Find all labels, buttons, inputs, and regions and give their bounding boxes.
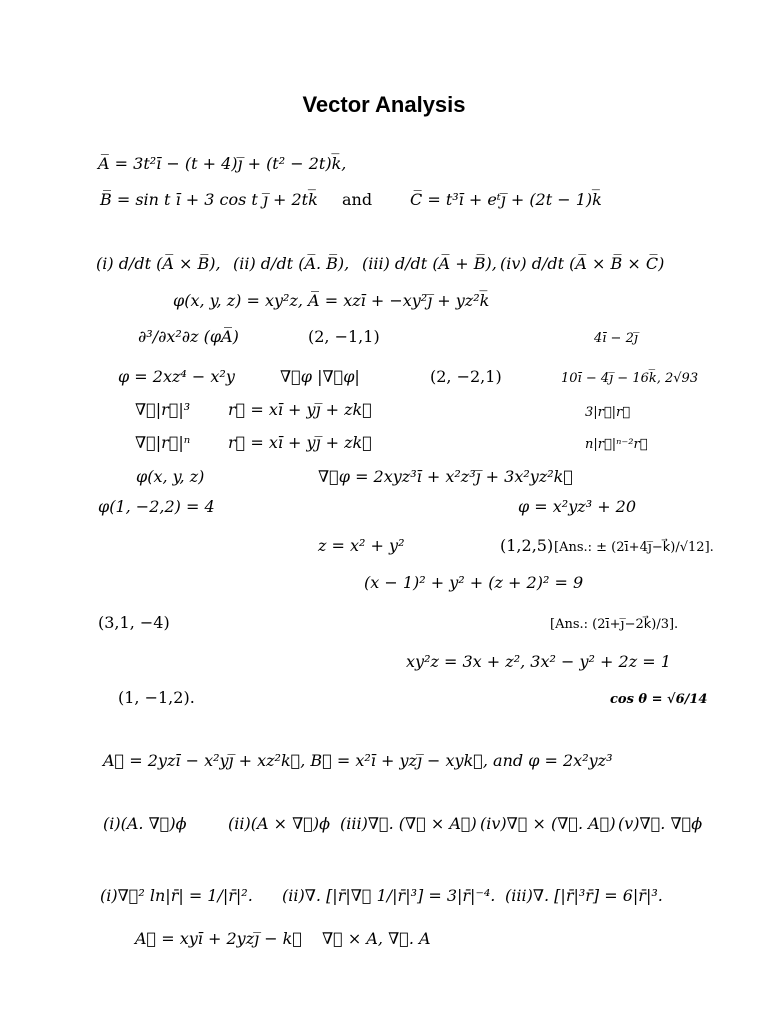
r-cubed-answer: 3|r⃗|r⃗ xyxy=(585,405,631,420)
potential-answer: φ = x²yz³ + 20 xyxy=(518,497,637,516)
sphere-answer: [Ans.: (2ī+j̅−2k⃗)/3]. xyxy=(550,617,679,632)
given-and: and xyxy=(342,190,373,209)
part2-v: (v)∇⃗. ∇⃗ϕ xyxy=(618,814,703,833)
potential-value: φ(1, −2,2) = 4 xyxy=(98,497,215,516)
given-b: B̅ = sin t ī + 3 cos t j̅ + 2tk̅ xyxy=(100,190,318,209)
r-n-r: r⃗ = xī + yj̅ + zk⃗ xyxy=(228,433,372,452)
part2-iv: (iv)∇⃗ × (∇⃗. A⃗) xyxy=(480,814,616,833)
identity-iii: (iii)∇. [|r̄|³r̄] = 6|r̄|³. xyxy=(505,886,663,905)
angle-answer: cos θ = √6/14 xyxy=(610,692,708,707)
potential-phi: φ(x, y, z) xyxy=(136,467,205,486)
part1-iii: (iii) d/dt (A̅ + B̅), xyxy=(362,254,497,273)
grad-answer: 10ī − 4j̅ − 16k̅, 2√93 xyxy=(561,371,699,386)
last-operations: ∇⃗ × A, ∇⃗. A xyxy=(322,929,431,948)
r-n-answer: n|r⃗|ⁿ⁻²r⃗ xyxy=(585,437,648,452)
part2-i: (i)(A. ∇⃗)ϕ xyxy=(103,814,187,833)
derivative-expr: ∂³/∂x²∂z (φA̅) xyxy=(138,327,239,346)
vectors-definition: A⃗ = 2yzī − x²yj̅ + xz²k⃗, B⃗ = x²ī + yzj̅ − xyk⃗, and φ = 2x²yz³ xyxy=(103,751,613,770)
normal-point: (1,2,5) xyxy=(500,536,554,555)
surfaces-equations: xy²z = 3x + z², 3x² − y² + 2z = 1 xyxy=(406,652,671,671)
given-c: C̅ = t³ī + eᵗj̅ + (2t − 1)k̅ xyxy=(410,190,602,209)
grad-expr: ∇⃗φ |∇⃗φ| xyxy=(280,367,360,386)
derivative-point: (2, −1,1) xyxy=(308,327,380,346)
sphere-equation: (x − 1)² + y² + (z + 2)² = 9 xyxy=(364,573,584,592)
page-title: Vector Analysis xyxy=(302,92,466,117)
identity-ii: (ii)∇. [|r̄|∇⃗ 1/|r̄|³] = 3|r̄|⁻⁴. xyxy=(282,886,496,905)
part1-ii: (ii) d/dt (A̅. B̅), xyxy=(233,254,350,273)
r-cubed-expr: ∇⃗|r⃗|³ xyxy=(135,400,191,419)
part2-ii: (ii)(A × ∇⃗)ϕ xyxy=(228,814,331,833)
angle-point: (1, −1,2). xyxy=(118,688,195,707)
given-a: A̅ = 3t²ī − (t + 4)j̅ + (t² − 2t)k̅, xyxy=(98,154,347,173)
normal-answer: [Ans.: ± (2ī+4j̅−k⃗)/√12]. xyxy=(554,540,714,555)
part1-i: (i) d/dt (A̅ × B̅), xyxy=(96,254,221,273)
part2-iii: (iii)∇⃗. (∇⃗ × A⃗) xyxy=(340,814,477,833)
last-vector: A⃗ = xyī + 2yzj̅ − k⃗ xyxy=(135,929,302,948)
part1-iv: (iv) d/dt (A̅ × B̅ × C̅) xyxy=(500,254,665,273)
derivative-answer: 4ī − 2j̅ xyxy=(594,331,638,346)
phi-definition: φ(x, y, z) = xy²z, A̅ = xzī + −xy²j̅ + yz²k̅ xyxy=(173,291,490,310)
potential-grad: ∇⃗φ = 2xyz³ī + x²z³j̅ + 3x²yz²k⃗ xyxy=(318,467,573,486)
r-n-expr: ∇⃗|r⃗|ⁿ xyxy=(135,433,191,452)
grad-phi: φ = 2xz⁴ − x²y xyxy=(118,367,235,386)
normal-surface: z = x² + y² xyxy=(318,536,405,555)
identity-i: (i)∇⃗² ln|r̄| = 1/|r̄|². xyxy=(100,886,253,905)
grad-point: (2, −2,1) xyxy=(430,367,502,386)
sphere-point: (3,1, −4) xyxy=(98,613,170,632)
r-cubed-r: r⃗ = xī + yj̅ + zk⃗ xyxy=(228,400,372,419)
